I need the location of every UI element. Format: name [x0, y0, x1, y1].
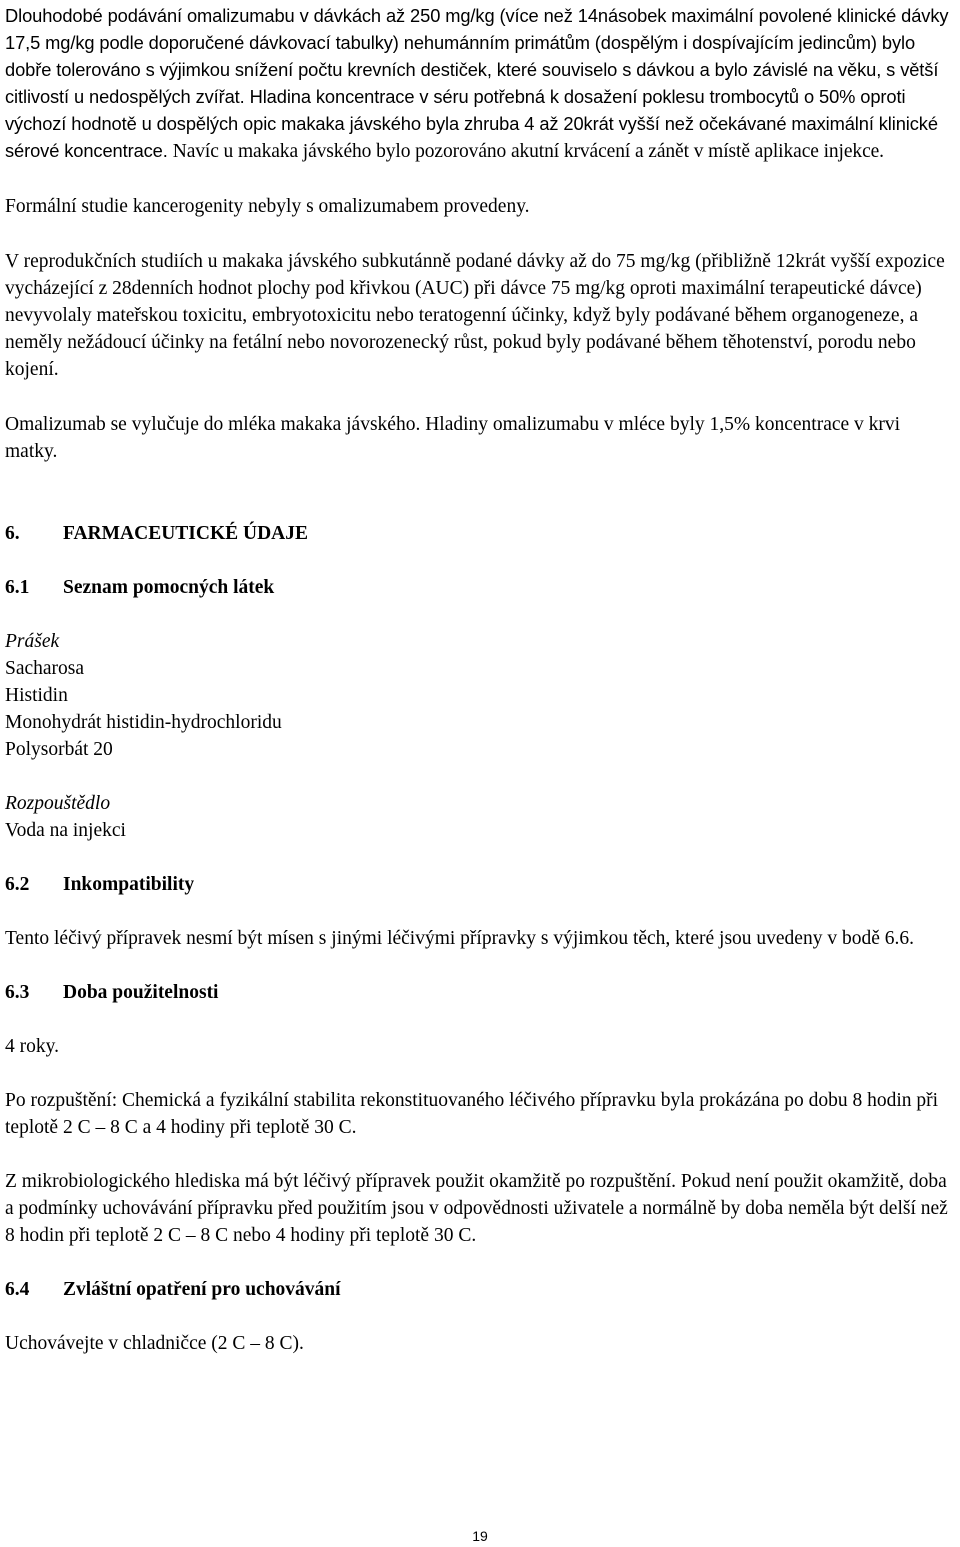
section-6-3-number: 6.3 [5, 982, 30, 1003]
section-6-4-heading [5, 1276, 957, 1303]
solvent-label: Rozpouštědlo [5, 793, 111, 814]
section-6-3-title: Doba použitelnosti [63, 982, 219, 1003]
powder-item: Sacharosa [5, 658, 85, 679]
incompatibility-text: Tento léčivý přípravek nesmí být mísen s jinými léčivými přípravky s výjimkou těch, které jsou uvedeny v bodě 6.6. [5, 928, 914, 949]
section-6-1-heading [5, 574, 957, 601]
excipients-list [5, 628, 957, 844]
document-page [5, 2, 957, 1357]
solvent-item: Voda na injekci [5, 820, 126, 841]
section-6-4-number: 6.4 [5, 1279, 30, 1300]
powder-item: Histidin [5, 685, 68, 706]
section-6-title: FARMACEUTICKÉ ÚDAJE [63, 523, 309, 544]
section-6-4-title: Zvláštní opatření pro uchovávání [63, 1279, 341, 1300]
section-6-2-title: Inkompatibility [63, 874, 195, 895]
powder-item: Monohydrát histidin-hydrochloridu [5, 712, 282, 733]
powder-item: Polysorbát 20 [5, 739, 113, 760]
section-6-1-number: 6.1 [5, 577, 30, 598]
page-number: 19 [472, 1528, 488, 1544]
intro-paragraph-1-tail: Navíc u makaka jávského bylo pozorováno akutní krvácení a zánět v místě aplikace injekce. [172, 141, 884, 162]
shelf-life-text: 4 roky. [5, 1036, 59, 1057]
storage-text: Uchovávejte v chladničce (2 C – 8 C). [5, 1333, 304, 1354]
powder-label: Prášek [5, 631, 60, 652]
after-reconstitution-text: Po rozpuštění: Chemická a fyzikální stabilita rekonstituovaného léčivého přípravku byla prokázána po dobu 8 hodin při teplotě 2 C – 8 C a 4 hodiny při teplotě 30 C. [5, 1090, 939, 1138]
intro-paragraph-1-text: Dlouhodobé podávání omalizumabu v dávkách až 250 mg/kg (více než 14násobek maximální povolené klinické dávky 17,5 mg/kg podle doporučené dávkovací tabulky) nehumánním primátům (dospělým i dospívajícím jedincům) bylo dobře tolerováno s výjimkou snížení počtu krevních destiček, které souviselo s dávkou a bylo závislé na věku, s větší citlivostí u nedospělých zvířat. Hladina koncentrace v séru potřebná k dosažení poklesu trombocytů o 50% oproti výchozí hodnotě u dospělých opic makaka jávského byla zhruba 4 až 20krát vyšší než očekávané maximální klinické sérové koncentrace. [5, 5, 949, 161]
section-6-1-title: Seznam pomocných látek [63, 577, 275, 598]
microbiology-text: Z mikrobiologického hlediska má být léčivý přípravek použit okamžitě po rozpuštění. Pokud není použit okamžitě, doba a podmínky uchovávání přípravku před použitím jsou v odpovědnosti uživatele a normálně by doba neměla být delší než 8 hodin při teplotě 2 C – 8 C nebo 4 hodiny při teplotě 30 C. [5, 1171, 948, 1246]
intro-paragraph-4: Omalizumab se vylučuje do mléka makaka jávského. Hladiny omalizumabu v mléce byly 1,5% koncentrace v krvi matky. [5, 414, 901, 462]
section-6-heading [5, 520, 957, 547]
intro-paragraph-2: Formální studie kancerogenity nebyly s omalizumabem provedeny. [5, 196, 530, 217]
intro-paragraph-1 [5, 2, 957, 165]
section-6-number: 6. [5, 523, 20, 544]
section-6-2-number: 6.2 [5, 874, 30, 895]
intro-paragraph-3: V reprodukčních studiích u makaka jávského subkutánně podané dávky až do 75 mg/kg (přibližně 12krát vyšší expozice vycházející z 28denních hodnot plochy pod křivkou (AUC) při dávce 75 mg/kg oproti maximální terapeutické dávce) nevyvolaly mateřskou toxicitu, embryotoxicitu nebo teratogenní účinky, když byly podávané během organogeneze, a neměly nežádoucí účinky na fetální nebo novorozenecký růst, pokud byly podávané během těhotenství, porodu nebo kojení. [5, 251, 945, 380]
section-6-2-heading [5, 871, 957, 898]
section-6-3-heading [5, 979, 957, 1006]
